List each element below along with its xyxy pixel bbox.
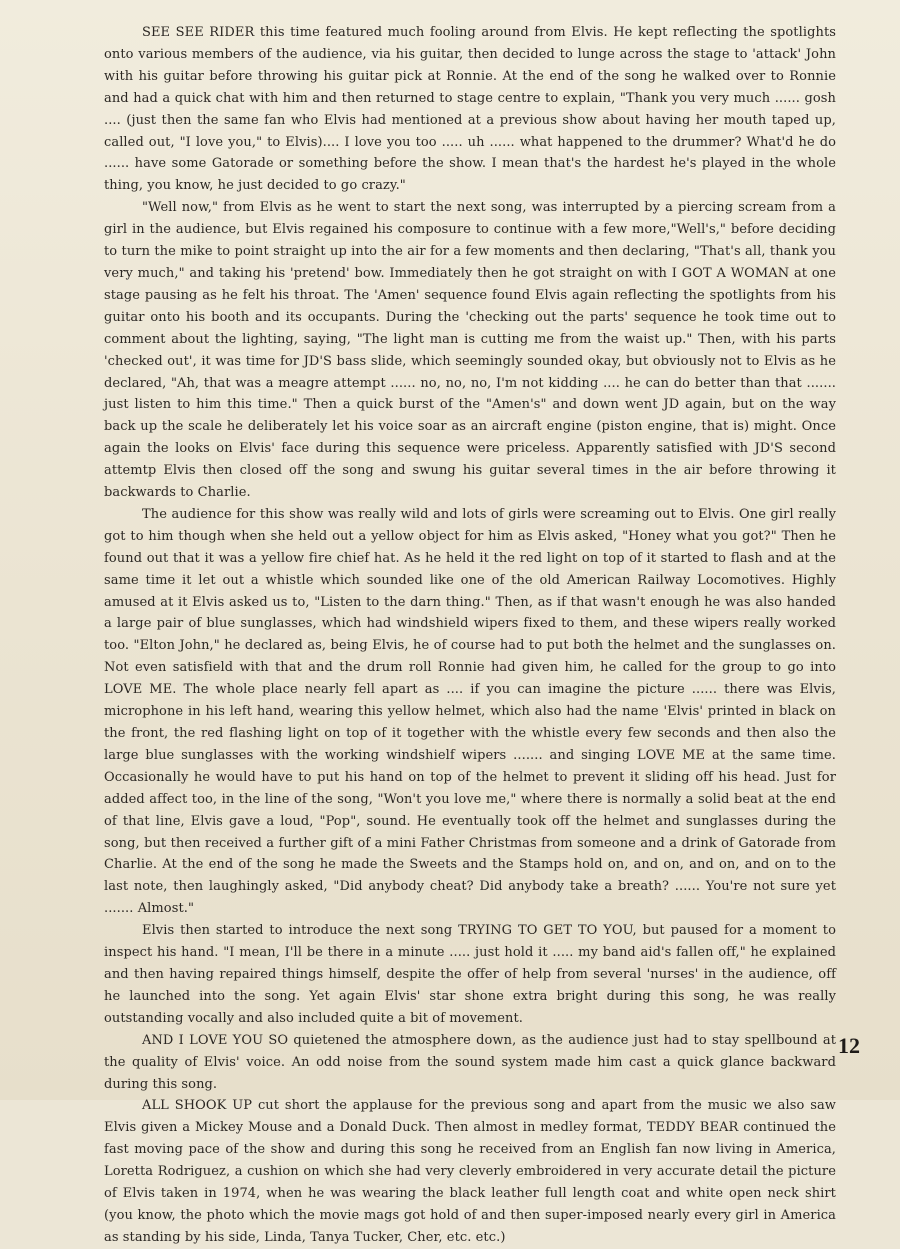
paragraph-see-see-rider: SEE SEE RIDER this time featured much fooling around from Elvis. He kept reflecting the spotlights onto various members of the audience, via his guitar, then decided to lunge across the stage to 'attack' John with his guitar before throwing his guitar pick at Ronnie. At the end of the song he walked over to Ronnie and had a quick chat with him and then returned to stage centre to explain, "Thank you very much ...... gosh .... (just then the same fan who Elvis had mentioned at a previous show about having her mouth taped up, called out, "I love you," to Elvis).... I love you too ..... uh ...... what happened to the drummer? What'd he do ...... have some Gatorade or something before the show. I mean that's the hardest he's played in the whole thing, you know, he just decided to go crazy." bbox=[104, 25, 836, 194]
paragraph-trying-to-get-to-you: Elvis then started to introduce the next song TRYING TO GET TO YOU, but paused for a moment to inspect his hand. "I mean, I'll be there in a minute ..... just hold it ..... my band aid's fallen off," he explained and then having repaired things himself, despite the offer of help from several 'nurses' in the audience, off he launched into the song. Yet again Elvis' star shone extra bright during this song, he was really outstanding vocally and also included quite a bit of movement. bbox=[104, 923, 836, 1026]
paragraph-i-got-a-woman: "Well now," from Elvis as he went to start the next song, was interrupted by a piercing scream from a girl in the audience, but Elvis regained his composure to continue with a few more,"Well's," before deciding to turn the mike to point straight up into the air for a few moments and then declaring, "That's all, thank you very much," and taking his 'pretend' bow. Immediately then he got straight on with I GOT A WOMAN at one stage pausing as he felt his throat. The 'Amen' sequence found Elvis again reflecting the spotlights from his guitar onto his booth and its occupants. During the 'checking out the parts' sequence he took time out to comment about the lighting, saying, "The light man is cutting me from the waist up." Then, with his parts 'checked out', it was time for JD'S bass slide, which seemingly sounded okay, but obviously not to Elvis as he declared, "Ah, that was a meagre attempt ...... no, no, no, I'm not kidding .... he can do better than that ....... just listen to him this time." Then a quick burst of the "Amen's" and down went JD again, but on the way back up the scale he deliberately let his voice soar as an aircraft engine (piston engine, that is) might. Once again the looks on Elvis' face during this sequence were priceless. Apparently satisfied with JD'S second attemtp Elvis then closed off the song and swung his guitar several times in the air before throwing it backwards to Charlie. bbox=[104, 200, 836, 501]
paragraph-love-me: The audience for this show was really wild and lots of girls were screaming out to Elvis. One girl really got to him though when she held out a yellow object for him as Elvis asked, "Honey what you got?" Then he found out that it was a yellow fire chief hat. As he held it the red light on top of it started to flash and at the same time it let out a whistle which sounded like one of the old American Railway Locomotives. Highly amused at it Elvis asked us to, "Listen to the darn thing." Then, as if that wasn't enough he was also handed a large pair of blue sunglasses, which had windshield wipers fixed to them, and these wipers really worked too. "Elton John," he declared as, being Elvis, he of course had to put both the helmet and the sunglasses on. Not even satisfield with that and the drum roll Ronnie had given him, he called for the group to go into LOVE ME. The whole place nearly fell apart as .... if you can imagine the picture ...... there was Elvis, microphone in his left hand, wearing this yellow helmet, which also had the name 'Elvis' printed in black on the front, the red flashing light on top of it together with the whistle every few seconds and then also the large blue sunglasses with the working windshielf wipers ....... and singing LOVE ME at the same time. Occasionally he would have to put his hand on top of the helmet to prevent it sliding off his head. Just for added affect too, in the line of the song, "Won't you love me," where there is normally a solid beat at the end of that line, Elvis gave a loud, "Pop", sound. He eventually took off the helmet and sunglasses during the song, but then received a further gift of a mini Father Christmas from someone and a drink of Gatorade from Charlie. At the end of the song he made the Sweets and the Stamps hold on, and on, and on, and on to the last note, then laughingly asked, "Did anybody cheat? Did anybody take a breath? ...... You're not sure yet ....... Almost." bbox=[104, 506, 836, 917]
paragraph-all-shook-up: ALL SHOOK UP cut short the applause for the previous song and apart from the music we also saw Elvis given a Mickey Mouse and a Donald Duck. Then almost in medley format, TEDDY BEAR continued the fast moving pace of the show and during this song he received from an English fan now living in America, Loretta Rodriguez, a cushion on which she had very cleverly embroidered in very accurate detail the picture of Elvis taken in 1974, when he was wearing the black leather full length coat and white open neck shirt (you know, the photo which the movie mags got hold of and then super-imposed nearly every girl in America as standing by his side, Linda, Tanya Tucker, Cher, etc. etc.) bbox=[104, 1098, 836, 1245]
body-text bbox=[104, 22, 836, 1249]
page-number: 12 bbox=[838, 1033, 860, 1058]
paragraph-and-i-love-you-so: AND I LOVE YOU SO quietened the atmosphere down, as the audience just had to stay spellbound at the quality of Elvis' voice. An odd noise from the sound system made him cast a quick glance backward during this song. bbox=[104, 1032, 836, 1092]
